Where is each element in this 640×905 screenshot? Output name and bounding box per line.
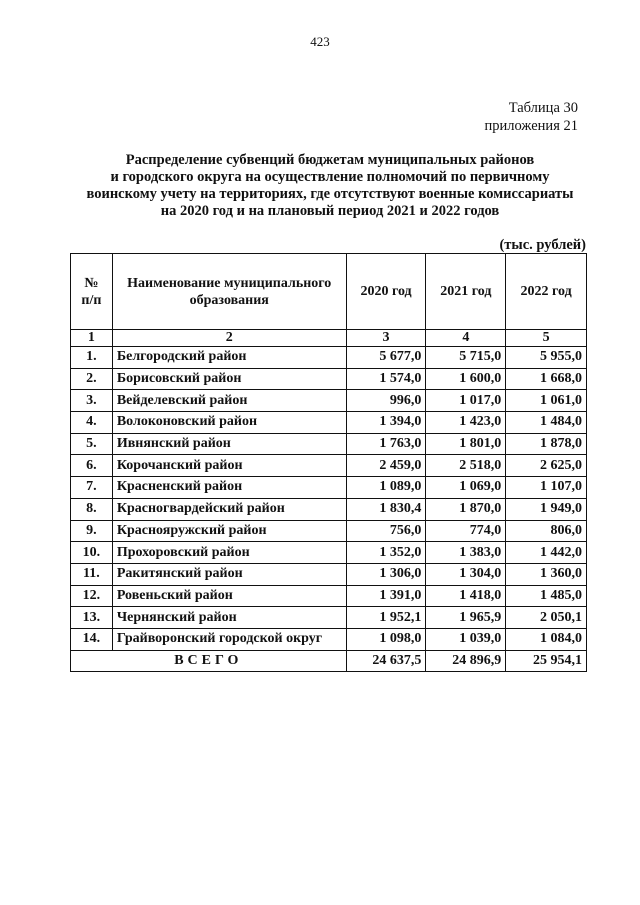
row-number: 7.	[71, 477, 113, 499]
row-number: 10.	[71, 542, 113, 564]
row-value-2020: 1 574,0	[346, 368, 426, 390]
row-value-2022: 1 107,0	[506, 477, 587, 499]
column-number: 2	[112, 330, 346, 347]
row-value-2021: 1 069,0	[426, 477, 506, 499]
row-value-2022: 1 485,0	[506, 585, 587, 607]
row-value-2021: 1 039,0	[426, 628, 506, 650]
row-number: 9.	[71, 520, 113, 542]
row-value-2022: 5 955,0	[506, 347, 587, 369]
table-row	[71, 520, 587, 542]
row-value-2021: 1 017,0	[426, 390, 506, 412]
row-value-2022: 1 949,0	[506, 498, 587, 520]
row-number: 13.	[71, 607, 113, 629]
row-value-2021: 774,0	[426, 520, 506, 542]
units-label: (тыс. рублей)	[499, 237, 586, 253]
column-numbers-row	[71, 330, 587, 347]
table-reference-line2: приложения 21	[484, 118, 578, 134]
row-number: 1.	[71, 347, 113, 369]
row-value-2022: 1 084,0	[506, 628, 587, 650]
table-row	[71, 477, 587, 499]
table-row	[71, 433, 587, 455]
row-value-2021: 1 418,0	[426, 585, 506, 607]
document-title	[40, 152, 620, 220]
table-reference	[485, 99, 578, 135]
row-value-2022: 1 484,0	[506, 412, 587, 434]
row-value-2020: 996,0	[346, 390, 426, 412]
row-value-2020: 1 391,0	[346, 585, 426, 607]
row-value-2022: 2 625,0	[506, 455, 587, 477]
header-name-line1: Наименование муниципального	[127, 275, 332, 291]
document-title-line4: на 2020 год и на плановый период 2021 и 2022 годов	[160, 203, 500, 219]
row-name: Красногвардейский район	[112, 498, 346, 520]
table-row	[71, 542, 587, 564]
row-value-2021: 1 801,0	[426, 433, 506, 455]
row-value-2020: 2 459,0	[346, 455, 426, 477]
row-value-2021: 1 304,0	[426, 563, 506, 585]
header-number	[71, 254, 113, 330]
subventions-table	[70, 253, 587, 672]
column-number: 3	[346, 330, 426, 347]
table-row	[71, 607, 587, 629]
row-number: 2.	[71, 368, 113, 390]
row-value-2020: 756,0	[346, 520, 426, 542]
page-number: 423	[310, 34, 330, 49]
row-number: 3.	[71, 390, 113, 412]
row-value-2022: 1 668,0	[506, 368, 587, 390]
row-value-2022: 806,0	[506, 520, 587, 542]
table-row	[71, 347, 587, 369]
column-number: 4	[426, 330, 506, 347]
header-name-line2: образования	[189, 292, 269, 308]
row-name: Корочанский район	[112, 455, 346, 477]
row-number: 11.	[71, 563, 113, 585]
row-name: Прохоровский район	[112, 542, 346, 564]
table-row	[71, 628, 587, 650]
header-number-line2: п/п	[81, 292, 102, 308]
row-value-2020: 1 352,0	[346, 542, 426, 564]
row-number: 12.	[71, 585, 113, 607]
row-value-2020: 1 952,1	[346, 607, 426, 629]
row-number: 14.	[71, 628, 113, 650]
row-number: 8.	[71, 498, 113, 520]
row-value-2021: 2 518,0	[426, 455, 506, 477]
total-2022: 25 954,1	[506, 650, 587, 672]
header-2022: 2022 год	[506, 254, 587, 330]
row-value-2022: 1 360,0	[506, 563, 587, 585]
table-row	[71, 585, 587, 607]
column-number: 5	[506, 330, 587, 347]
row-value-2021: 5 715,0	[426, 347, 506, 369]
row-name: Ракитянский район	[112, 563, 346, 585]
row-value-2021: 1 423,0	[426, 412, 506, 434]
document-title-line1: Распределение субвенций бюджетам муниципальных районов	[125, 152, 535, 168]
row-name: Грайворонский городской округ	[112, 628, 346, 650]
total-2021: 24 896,9	[426, 650, 506, 672]
row-name: Белгородский район	[112, 347, 346, 369]
row-value-2020: 1 098,0	[346, 628, 426, 650]
row-value-2022: 1 061,0	[506, 390, 587, 412]
row-value-2020: 1 394,0	[346, 412, 426, 434]
row-value-2020: 5 677,0	[346, 347, 426, 369]
table-body	[71, 347, 587, 651]
header-name	[112, 254, 346, 330]
total-row	[71, 650, 587, 672]
table-row	[71, 498, 587, 520]
row-value-2022: 2 050,1	[506, 607, 587, 629]
header-2020: 2020 год	[346, 254, 426, 330]
table-header-row	[71, 254, 587, 330]
table-row	[71, 368, 587, 390]
document-title-line2: и городского округа на осуществление полномочий по первичному	[110, 169, 550, 185]
row-value-2020: 1 089,0	[346, 477, 426, 499]
row-number: 4.	[71, 412, 113, 434]
column-number: 1	[71, 330, 113, 347]
table-row	[71, 455, 587, 477]
row-number: 6.	[71, 455, 113, 477]
row-name: Вейделевский район	[112, 390, 346, 412]
row-name: Красненский район	[112, 477, 346, 499]
row-name: Борисовский район	[112, 368, 346, 390]
header-2021: 2021 год	[426, 254, 506, 330]
row-value-2020: 1 306,0	[346, 563, 426, 585]
table-row	[71, 390, 587, 412]
row-value-2020: 1 763,0	[346, 433, 426, 455]
row-value-2022: 1 878,0	[506, 433, 587, 455]
row-value-2022: 1 442,0	[506, 542, 587, 564]
row-name: Ивнянский район	[112, 433, 346, 455]
table-reference-line1: Таблица 30	[508, 100, 578, 116]
row-value-2021: 1 383,0	[426, 542, 506, 564]
table-row	[71, 412, 587, 434]
row-value-2021: 1 870,0	[426, 498, 506, 520]
row-value-2020: 1 830,4	[346, 498, 426, 520]
row-name: Чернянский район	[112, 607, 346, 629]
row-name: Ровеньский район	[112, 585, 346, 607]
row-number: 5.	[71, 433, 113, 455]
document-title-line3: воинскому учету на территориях, где отсутствуют военные комиссариаты	[86, 186, 574, 202]
total-2020: 24 637,5	[346, 650, 426, 672]
header-number-line1: №	[84, 275, 99, 291]
row-value-2021: 1 965,9	[426, 607, 506, 629]
row-value-2021: 1 600,0	[426, 368, 506, 390]
row-name: Волоконовский район	[112, 412, 346, 434]
table-row	[71, 563, 587, 585]
total-label: ВСЕГО	[71, 650, 347, 672]
row-name: Краснояружский район	[112, 520, 346, 542]
